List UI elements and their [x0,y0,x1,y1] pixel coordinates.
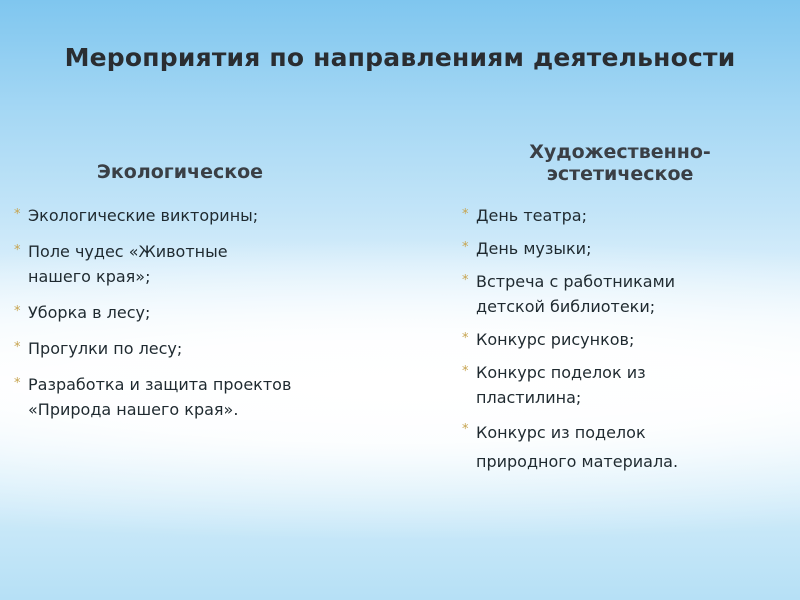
list-item-text: Поле чудес «Животные нашего края»; [28,242,228,286]
list-item [462,236,736,261]
list-item [14,300,288,325]
column-heading-artistic: Художественно-эстетическое [529,141,711,185]
list-item [14,336,288,361]
column-heading-ecological: Экологическое [96,161,264,183]
list-item-text: День музыки; [476,239,592,258]
list-item [14,239,288,289]
list-item-text: Конкурс поделок из пластилина; [476,363,646,407]
list-item [462,203,736,228]
list-item-text: Встреча с работниками детской библиотеки; [476,272,676,316]
list-item [462,418,746,476]
list-item-text: Конкурс рисунков; [476,330,635,349]
bullet-icon: * [14,243,21,258]
bullet-icon: * [462,207,469,222]
bullet-icon: * [14,376,21,391]
list-item-text: День театра; [476,206,587,225]
list-item [462,327,736,352]
bullet-icon: * [14,207,21,222]
list-item-text: Конкурс из поделок природного материала. [476,423,679,471]
bullet-icon: * [14,304,21,319]
bullet-icon: * [462,273,469,288]
list-item-text: Разработка и защита проектов «Природа нашего края». [28,375,292,419]
bullet-icon: * [462,240,469,255]
slide-title: Мероприятия по направлениям деятельности [64,43,736,72]
bullet-icon: * [462,422,469,437]
ecological-activities-list [14,203,414,433]
list-item [14,372,373,422]
list-item-text: Уборка в лесу; [28,303,151,322]
artistic-activities-list [462,203,792,484]
list-item [14,203,288,228]
list-item [462,360,711,410]
list-item-text: Прогулки по лесу; [28,339,183,358]
bullet-icon: * [462,331,469,346]
list-item [462,269,736,319]
bullet-icon: * [462,364,469,379]
bullet-icon: * [14,340,21,355]
list-item-text: Экологические викторины; [28,206,259,225]
